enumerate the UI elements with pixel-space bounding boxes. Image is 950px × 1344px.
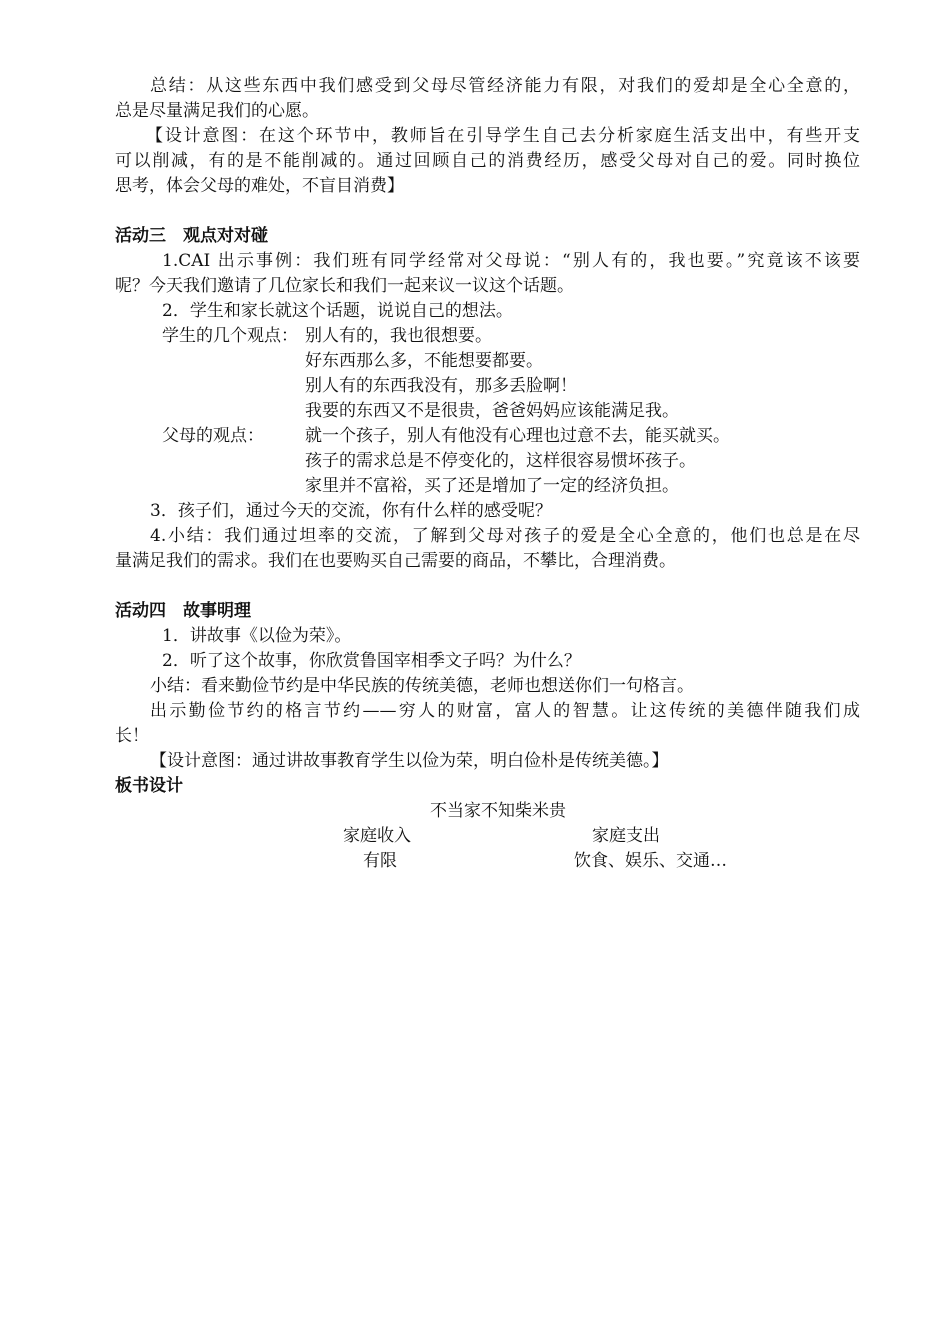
student-view-3: 别人有的东西我没有，那多丢脸啊！ [305,376,577,396]
board-expense-value: 饮食、娱乐、交通… [574,851,727,871]
board-title: 不当家不知柴米贵 [430,801,566,821]
board-design-heading: 板书设计 [115,776,183,796]
parents-views-label: 父母的观点： [162,426,264,446]
parent-view-3: 家里并不富裕，买了还是增加了一定的经济负担。 [305,476,679,496]
summary-line-1: 总结：从这些东西中我们感受到父母尽管经济能力有限，对我们的爱却是全心全意的， [150,76,860,96]
activity4-item2: 2．听了这个故事，你欣赏鲁国宰相季文子吗？为什么？ [162,651,581,671]
students-views-label: 学生的几个观点： [162,326,298,346]
design-note-line-2: 可以削减，有的是不能削减的。通过回顾自己的消费经历，感受父母对自己的爱。同时换位 [115,151,860,171]
activity3-item2: 2．学生和家长就这个话题，说说自己的想法。 [162,301,513,321]
parent-view-2: 孩子的需求总是不停变化的，这样很容易惯坏孩子。 [305,451,696,471]
student-view-2: 好东西那么多，不能想要都要。 [305,351,543,371]
student-view-4: 我要的东西又不是很贵，爸爸妈妈应该能满足我。 [305,401,679,421]
activity3-item3: 3．孩子们，通过今天的交流，你有什么样的感受呢？ [150,501,552,521]
activity4-motto-line-2: 长！ [115,726,149,746]
summary-line-2: 总是尽量满足我们的心愿。 [115,101,319,121]
activity3-item4-line-2: 量满足我们的需求。我们在也要购买自己需要的商品，不攀比，合理消费。 [115,551,676,571]
activity3-item4-line-1: 4.小结：我们通过坦率的交流，了解到父母对孩子的爱是全心全意的，他们也总是在尽 [150,526,860,546]
design-note-line-1: 【设计意图：在这个环节中，教师旨在引导学生自己去分析家庭生活支出中，有些开支 [146,126,860,146]
activity3-item1-line-2: 呢？今天我们邀请了几位家长和我们一起来议一议这个话题。 [115,276,574,296]
activity4-design-note: 【设计意图：通过讲故事教育学生以俭为荣，明白俭朴是传统美德。】 [150,751,669,771]
board-expense-label: 家庭支出 [592,826,660,846]
activity3-item1-line-1: 1.CAI 出示事例：我们班有同学经常对父母说：“别人有的，我也要。”究竟该不该要 [162,251,860,271]
activity4-heading: 活动四 故事明理 [115,601,251,621]
activity4-summary: 小结：看来勤俭节约是中华民族的传统美德，老师也想送你们一句格言。 [150,676,694,696]
parent-view-1: 就一个孩子，别人有他没有心理也过意不去，能买就买。 [305,426,730,446]
student-view-1: 别人有的，我也很想要。 [305,326,492,346]
activity4-item1: 1．讲故事《以俭为荣》。 [162,626,352,646]
board-income-label: 家庭收入 [343,826,411,846]
board-income-value: 有限 [363,851,397,871]
design-note-line-3: 思考，体会父母的难处，不盲目消费】 [115,176,404,196]
activity3-heading: 活动三 观点对对碰 [115,226,268,246]
activity4-motto-line-1: 出示勤俭节约的格言节约——穷人的财富，富人的智慧。让这传统的美德伴随我们成 [150,701,860,721]
